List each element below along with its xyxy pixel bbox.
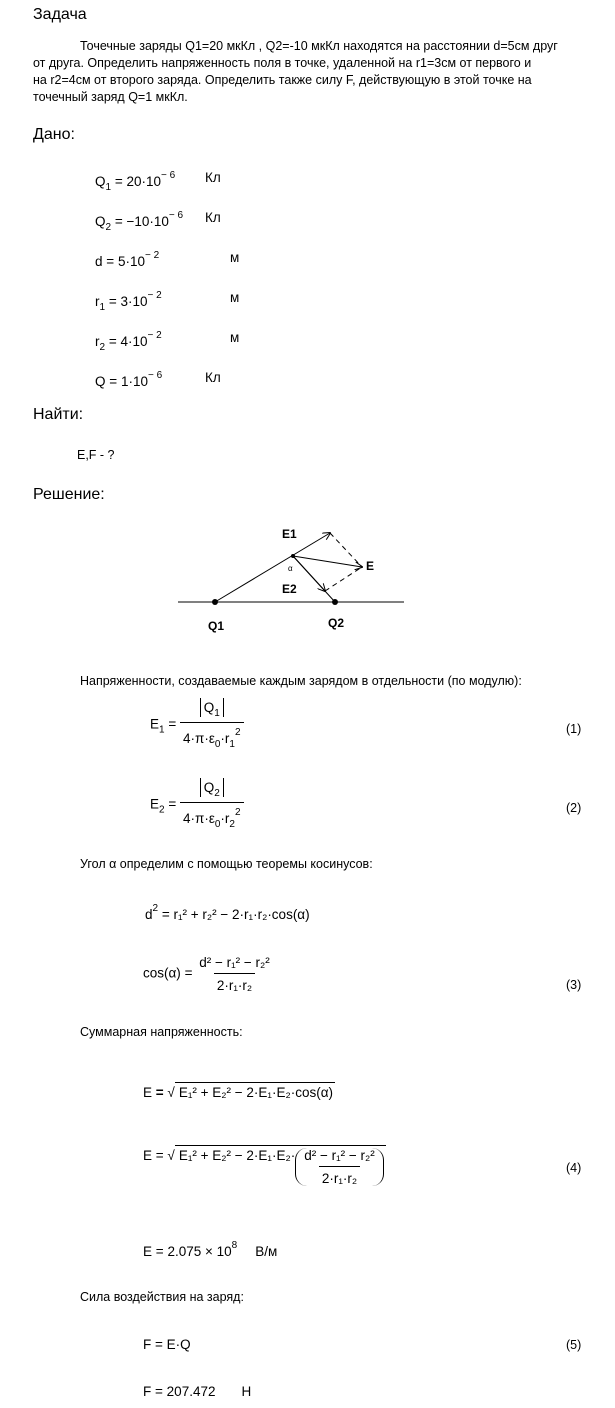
label-q1: Q1 [208, 619, 225, 633]
given-row: $Q_2 = -10\cdot 10^{- 6}$ Кл [95, 210, 221, 233]
dashed-side-1 [330, 533, 362, 567]
task-line-1: Точечные заряды Q1=20 мкКл , Q2=-10 мкКл находятся на расстоянии d=5см друг [80, 39, 558, 53]
formula-f: F = E·Q [143, 1337, 191, 1352]
text-total-strength: Суммарная напряженность: [80, 1025, 243, 1039]
given-heading: Дано: [33, 126, 75, 143]
formula-e-sum: E = √ E₁² + E₂² − 2·E₁·E₂·cos(α) [143, 1082, 335, 1100]
given-row: $r_1 = 3\cdot 10^{- 2}$ м [95, 290, 240, 313]
result-e: $E = 2.075 \times 10^8$ В/м [143, 1240, 278, 1259]
equation-tag-5: (5) [566, 1338, 582, 1352]
result-f: F = 207.472 Н [143, 1384, 252, 1399]
label-e: E [366, 559, 375, 573]
formula-cos-alpha: cos(α) = $\frac{\text{d² − r₁² − r₂²}}{\text{2·r₁·r₂}}$ [143, 955, 270, 993]
field-point [291, 554, 295, 558]
label-q2: Q2 [328, 616, 345, 630]
find-text: E,F - ? [77, 448, 115, 462]
task-line-3: на r2=4см от второго заряда. Определить также силу F, действующую в этой точке на [33, 73, 532, 87]
label-e1: E1 [282, 527, 297, 541]
equation-tag-1: (1) [566, 722, 582, 736]
vector-e2 [293, 556, 325, 591]
solution-heading: Решение: [33, 486, 105, 503]
label-e2: E2 [282, 582, 297, 596]
given-row: $r_2 = 4\cdot 10^{- 2}$ м [95, 330, 240, 353]
task-line-4: точечный заряд Q=1 мкКл. [33, 90, 188, 104]
equation-tag-2: (2) [566, 801, 582, 815]
charges-diagram [170, 515, 410, 635]
equation-tag-4: (4) [566, 1161, 582, 1175]
given-row: $Q = 1\cdot 10^{- 6}$ Кл [95, 370, 221, 389]
task-heading: Задача [33, 6, 87, 23]
equation-tag-3: (3) [566, 978, 582, 992]
text-angle: Угол α определим с помощью теоремы косинусов: [80, 857, 373, 871]
text-force: Сила воздействия на заряд: [80, 1290, 244, 1304]
text-field-strengths: Напряженности, создаваемые каждым зарядом в отдельности (по модулю): [80, 674, 522, 688]
formula-cosine-law: $d^2 = r_1^2 + r_2^2 - 2\cdot r_1\cdot r_2\cdot\cos(\alpha)$ [145, 903, 310, 922]
dashed-side-2 [325, 567, 362, 591]
vector-e [293, 556, 362, 567]
formula-e2: $E_2$ = $\frac{Q_2}{4\cdot\pi\cdot\varepsilon_0\cdot r_2^2}$ [150, 780, 244, 830]
find-heading: Найти: [33, 406, 84, 423]
given-row: $d = 5\cdot 10^{- 2}$ м [95, 250, 240, 269]
vector-e1 [215, 533, 330, 602]
given-row: $Q_1 = 20\cdot 10^{- 6}$ Кл [95, 170, 221, 193]
task-line-2: от друга. Определить напряженность поля в точке, удаленной на r1=3см от первого и [33, 56, 532, 70]
formula-e-full: E = √ E₁² + E₂² − 2·E₁·E₂· $\frac{\text{d² − r₁² − r₂²}}{\text{2·r₁·r₂}}$ [143, 1145, 386, 1186]
label-alpha: α [288, 564, 293, 573]
formula-e1: $E_1$ = $\frac{Q_1}{4\cdot\pi\cdot\varepsilon_0\cdot r_1^2}$ [150, 700, 244, 750]
